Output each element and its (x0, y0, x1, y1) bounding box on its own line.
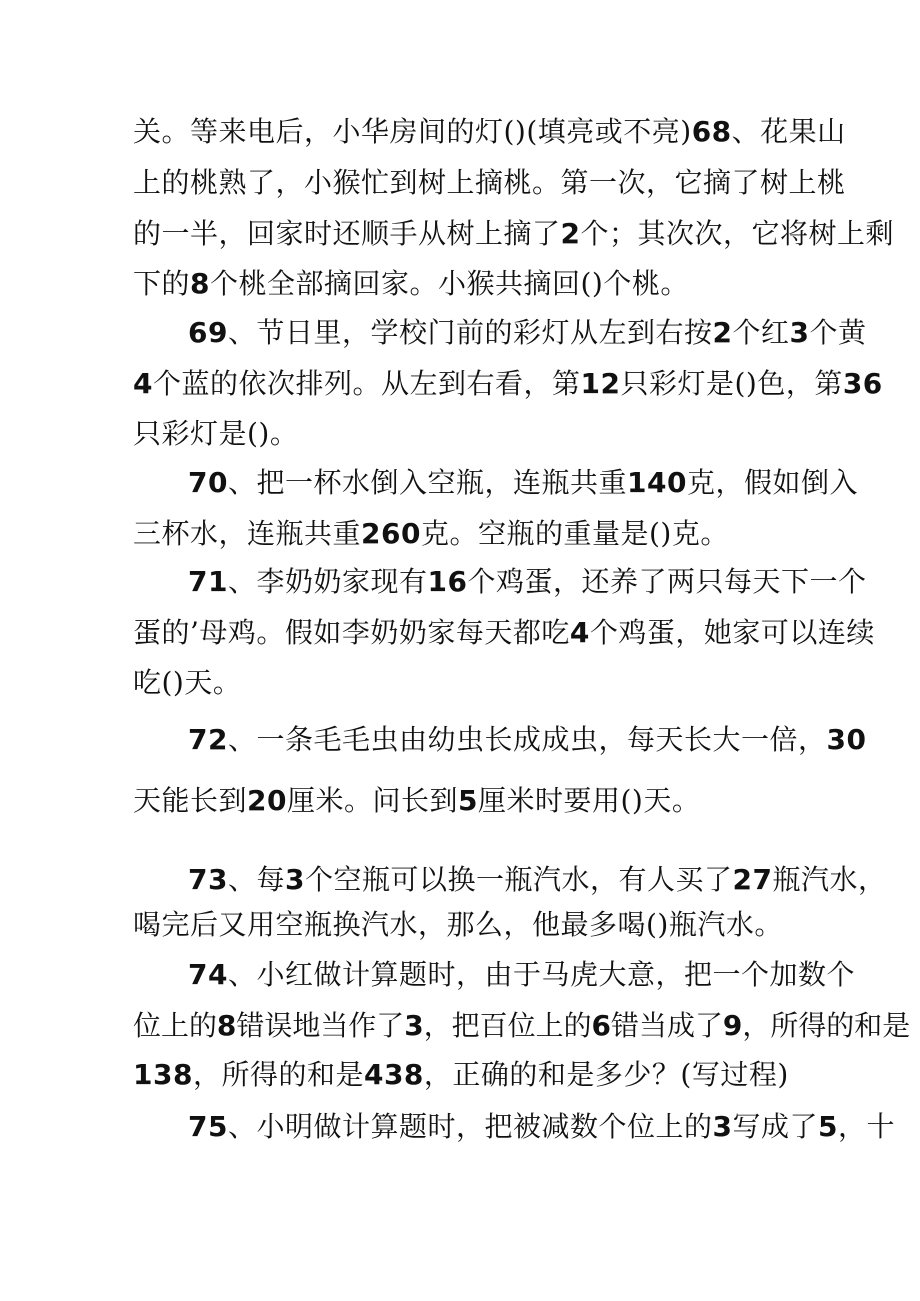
text-line: 只彩灯是()。 (133, 417, 299, 450)
number: 3 (789, 316, 810, 349)
number: 2 (560, 217, 581, 250)
question-73: 73、每3个空瓶可以换一瓶汽水，有人买了27瓶汽水， (188, 863, 887, 896)
question-69: 69、节日里，学校门前的彩灯从左到右按2个红3个黄 (188, 316, 867, 349)
number: 8 (190, 267, 210, 300)
number: 260 (361, 517, 421, 550)
number: 5 (817, 1110, 838, 1143)
question-71: 71、李奶奶家现有16个鸡蛋，还养了两只每天下一个 (188, 565, 867, 598)
number: 73 (188, 863, 228, 896)
number: 438 (363, 1058, 424, 1091)
number: 70 (188, 466, 228, 499)
number: 138 (133, 1058, 193, 1091)
text-line: 下的8个桃全部摘回家。小猴共摘回()个桃。 (133, 267, 689, 300)
text-line: 关。等来电后，小华房间的灯()(填亮或不亮)68、花果山 (133, 115, 846, 148)
number: 8 (216, 1009, 237, 1042)
text-line: 4个蓝的依次排列。从左到右看，第12只彩灯是()色，第36 (133, 367, 883, 400)
text-line: 喝完后又用空瓶换汽水，那么，他最多喝()瓶汽水。 (133, 908, 783, 941)
number: 4 (569, 616, 590, 649)
question-74: 74、小红做计算题时，由于马虎大意，把一个加数个 (188, 958, 855, 991)
number: 36 (842, 367, 883, 400)
text-line: 蛋的’母鸡。假如李奶奶家每天都吃4个鸡蛋，她家可以连续 (133, 616, 875, 649)
number: 5 (458, 784, 478, 817)
number: 27 (732, 863, 773, 896)
number: 30 (826, 723, 867, 756)
number: 72 (188, 723, 228, 756)
text-line: 天能长到20厘米。问长到5厘米时要用()天。 (133, 784, 701, 817)
number: 2 (712, 316, 733, 349)
number: 68 (691, 115, 732, 148)
text-line: 吃()天。 (133, 666, 242, 699)
number: 4 (133, 367, 153, 400)
number: 140 (626, 466, 687, 499)
text-line: 三杯水，连瓶共重260克。空瓶的重量是()克。 (133, 517, 729, 550)
number: 3 (284, 863, 305, 896)
question-70: 70、把一杯水倒入空瓶，连瓶共重140克，假如倒入 (188, 466, 858, 499)
number: 3 (712, 1110, 733, 1143)
number: 69 (188, 316, 228, 349)
question-72: 72、一条毛毛虫由幼虫长成成虫，每天长大一倍，30 (188, 723, 867, 756)
number: 3 (404, 1009, 424, 1042)
text-line: 的一半，回家时还顺手从树上摘了2个；其次次，它将树上剩 (133, 217, 895, 250)
text-line: 上的桃熟了，小猴忙到树上摘桃。第一次，它摘了树上桃 (133, 166, 846, 199)
number: 12 (580, 367, 621, 400)
number: 74 (188, 958, 228, 991)
text-line: 位上的8错误地当作了3，把百位上的6错当成了9，所得的和是 (133, 1009, 911, 1042)
text-line: 138，所得的和是438，正确的和是多少？(写过程) (133, 1058, 789, 1091)
number: 9 (722, 1009, 743, 1042)
number: 71 (188, 565, 228, 598)
question-75: 75、小明做计算题时，把被减数个位上的3写成了5，十 (188, 1110, 895, 1143)
number: 6 (591, 1009, 612, 1042)
number: 20 (247, 784, 287, 817)
number: 16 (427, 565, 468, 598)
number: 75 (188, 1110, 228, 1143)
